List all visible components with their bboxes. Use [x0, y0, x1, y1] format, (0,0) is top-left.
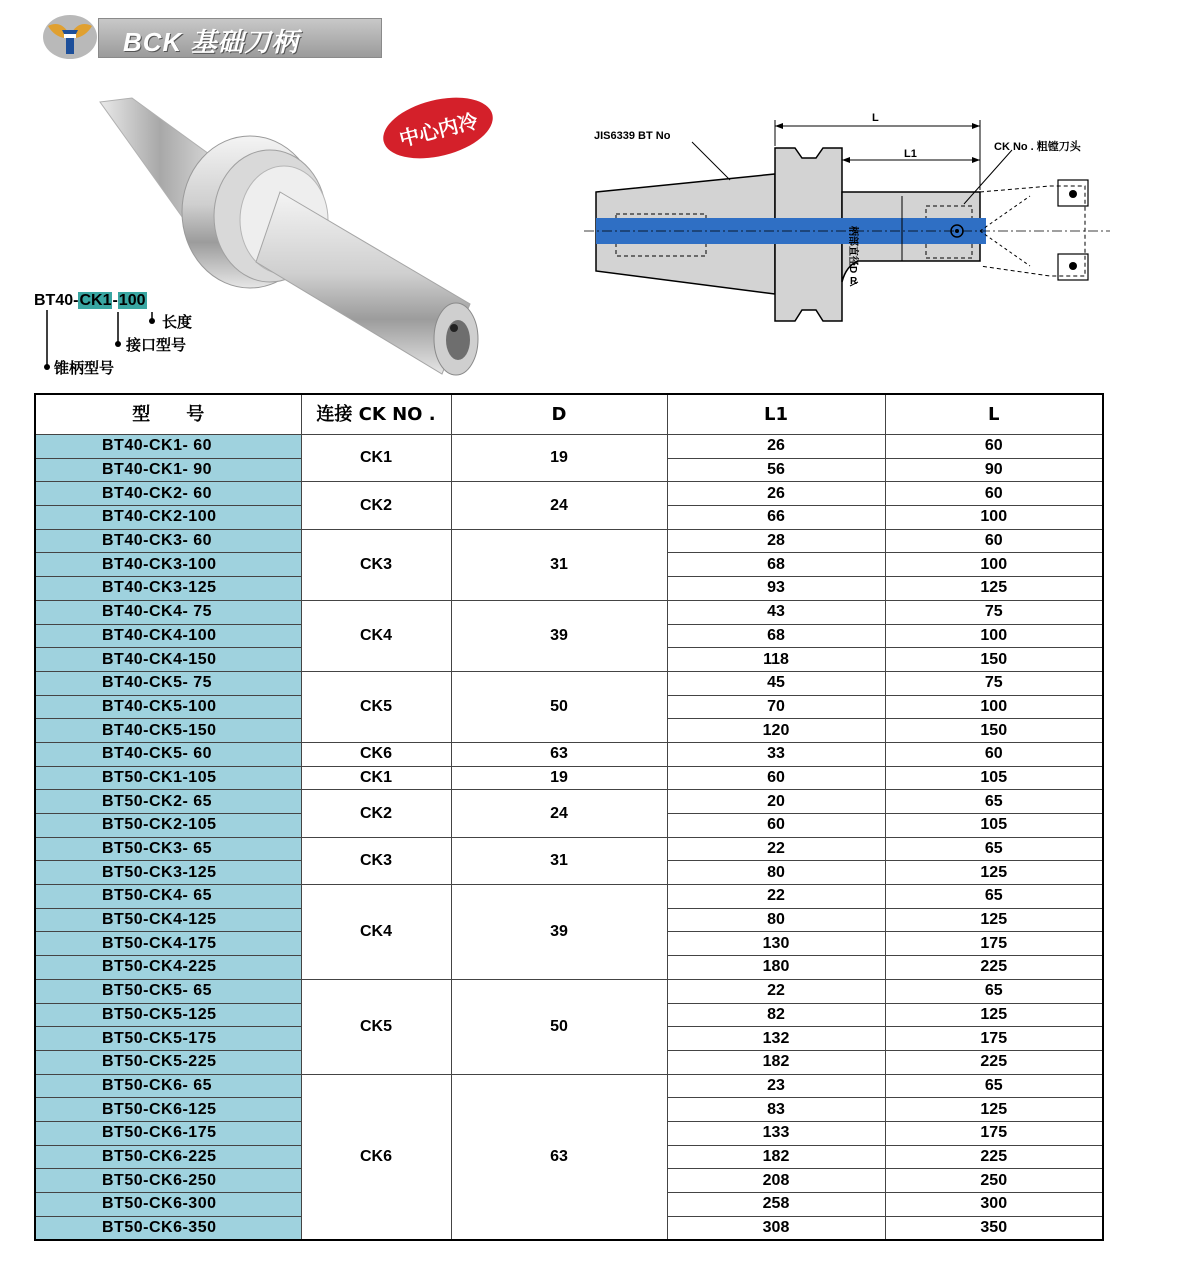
model-cell: BT40-CK1- 90: [35, 458, 301, 482]
l-cell: 150: [885, 648, 1103, 672]
code-segment-dash: -: [112, 292, 118, 309]
model-cell: BT50-CK4-225: [35, 956, 301, 980]
l-cell: 75: [885, 600, 1103, 624]
ck-cell: CK3: [301, 529, 451, 600]
ck-cell: CK1: [301, 435, 451, 482]
model-cell: BT40-CK4-150: [35, 648, 301, 672]
page-header: [40, 12, 342, 62]
l1-cell: 33: [667, 742, 885, 766]
l1-cell: 22: [667, 979, 885, 1003]
l-cell: 125: [885, 1098, 1103, 1122]
table-row: [35, 885, 1103, 909]
model-cell: BT40-CK3- 60: [35, 529, 301, 553]
l1-cell: 26: [667, 435, 885, 459]
l-cell: 65: [885, 979, 1103, 1003]
d-cell: 31: [451, 529, 667, 600]
header-ck-no: 连接 CK NO .: [301, 394, 451, 435]
table-row: [35, 482, 1103, 506]
l-cell: 225: [885, 1050, 1103, 1074]
d-cell: 63: [451, 742, 667, 766]
model-cell: BT50-CK4-125: [35, 908, 301, 932]
l-cell: 300: [885, 1193, 1103, 1217]
l-cell: 125: [885, 1003, 1103, 1027]
l1-cell: 43: [667, 600, 885, 624]
l-cell: 105: [885, 766, 1103, 790]
winged-company-logo-icon: [40, 12, 100, 62]
l-cell: 60: [885, 529, 1103, 553]
l1-cell: 22: [667, 885, 885, 909]
drawing-L1-label: L1: [904, 148, 917, 160]
l-cell: 100: [885, 506, 1103, 530]
drawing-ck-label: CK No . 粗镗刀头: [994, 141, 1081, 153]
l1-cell: 68: [667, 553, 885, 577]
l-cell: 100: [885, 695, 1103, 719]
l1-cell: 308: [667, 1216, 885, 1240]
model-cell: BT40-CK5- 75: [35, 671, 301, 695]
l1-cell: 133: [667, 1121, 885, 1145]
header-l1: L1: [667, 394, 885, 435]
d-cell: 31: [451, 837, 667, 884]
d-cell: 50: [451, 671, 667, 742]
d-cell: 39: [451, 600, 667, 671]
l-cell: 175: [885, 1121, 1103, 1145]
l1-cell: 120: [667, 719, 885, 743]
model-cell: BT40-CK5-100: [35, 695, 301, 719]
l-cell: 90: [885, 458, 1103, 482]
d-cell: 19: [451, 766, 667, 790]
code-segment-length: 100: [118, 292, 146, 309]
l1-cell: 258: [667, 1193, 885, 1217]
page-title: BCK 基础刀柄: [123, 27, 299, 57]
model-cell: BT50-CK3-125: [35, 861, 301, 885]
table-row: [35, 979, 1103, 1003]
table-row: [35, 1074, 1103, 1098]
model-cell: BT50-CK5-225: [35, 1050, 301, 1074]
header-l: L: [885, 394, 1103, 435]
l1-cell: 130: [667, 932, 885, 956]
table-row: [35, 529, 1103, 553]
d-cell: 19: [451, 435, 667, 482]
l1-cell: 182: [667, 1145, 885, 1169]
model-cell: BT50-CK5- 65: [35, 979, 301, 1003]
model-cell: BT50-CK6-350: [35, 1216, 301, 1240]
ck-cell: CK1: [301, 766, 451, 790]
l-cell: 100: [885, 553, 1103, 577]
l1-cell: 70: [667, 695, 885, 719]
l1-cell: 28: [667, 529, 885, 553]
l1-cell: 180: [667, 956, 885, 980]
model-cell: BT50-CK2- 65: [35, 790, 301, 814]
l-cell: 125: [885, 577, 1103, 601]
model-cell: BT40-CK5- 60: [35, 742, 301, 766]
l-cell: 350: [885, 1216, 1103, 1240]
spec-table: [34, 393, 1104, 1241]
coolant-badge-label-wrap: [380, 96, 496, 160]
table-row: [35, 766, 1103, 790]
technical-drawing: [580, 106, 1120, 336]
ck-cell: CK2: [301, 482, 451, 529]
l-cell: 100: [885, 624, 1103, 648]
model-cell: BT50-CK5-125: [35, 1003, 301, 1027]
l1-cell: 68: [667, 624, 885, 648]
model-cell: BT50-CK5-175: [35, 1027, 301, 1051]
model-cell: BT50-CK3- 65: [35, 837, 301, 861]
l1-cell: 23: [667, 1074, 885, 1098]
drawing-radius-label: R: [850, 276, 858, 287]
model-cell: BT50-CK6-125: [35, 1098, 301, 1122]
model-cell: BT50-CK1-105: [35, 766, 301, 790]
callout-taper-label: 锥柄型号: [54, 359, 115, 377]
l-cell: 225: [885, 1145, 1103, 1169]
table-row: [35, 837, 1103, 861]
model-cell: BT50-CK6-250: [35, 1169, 301, 1193]
model-cell: BT50-CK6- 65: [35, 1074, 301, 1098]
ck-cell: CK2: [301, 790, 451, 837]
ck-cell: CK5: [301, 671, 451, 742]
l1-cell: 80: [667, 861, 885, 885]
table-row: [35, 600, 1103, 624]
l-cell: 60: [885, 742, 1103, 766]
model-cell: BT40-CK4- 75: [35, 600, 301, 624]
table-row: [35, 742, 1103, 766]
l-cell: 65: [885, 1074, 1103, 1098]
l1-cell: 93: [667, 577, 885, 601]
code-segment-taper: BT40-: [34, 292, 79, 309]
model-cell: BT50-CK4-175: [35, 932, 301, 956]
drawing-shank-diameter-label: 柄部直径D: [847, 226, 858, 274]
l1-cell: 208: [667, 1169, 885, 1193]
l1-cell: 118: [667, 648, 885, 672]
model-cell: BT40-CK4-100: [35, 624, 301, 648]
ck-cell: CK6: [301, 742, 451, 766]
code-segment-interface: CK1: [79, 292, 112, 309]
coolant-badge-label: 中心内冷: [396, 108, 481, 151]
table-body: [35, 435, 1103, 1241]
ck-cell: CK4: [301, 600, 451, 671]
l-cell: 65: [885, 790, 1103, 814]
d-cell: 50: [451, 979, 667, 1074]
l1-cell: 182: [667, 1050, 885, 1074]
title-bar: [98, 18, 382, 58]
l1-cell: 56: [667, 458, 885, 482]
model-cell: BT50-CK4- 65: [35, 885, 301, 909]
model-cell: BT50-CK6-300: [35, 1193, 301, 1217]
model-cell: BT40-CK1- 60: [35, 435, 301, 459]
d-cell: 63: [451, 1074, 667, 1240]
header-model: 型 号: [35, 394, 301, 435]
l-cell: 125: [885, 861, 1103, 885]
ck-cell: CK4: [301, 885, 451, 980]
l1-cell: 80: [667, 908, 885, 932]
l1-cell: 83: [667, 1098, 885, 1122]
l-cell: 175: [885, 932, 1103, 956]
l-cell: 175: [885, 1027, 1103, 1051]
l1-cell: 132: [667, 1027, 885, 1051]
l1-cell: 45: [667, 671, 885, 695]
header-d: D: [451, 394, 667, 435]
l1-cell: 66: [667, 506, 885, 530]
l-cell: 65: [885, 837, 1103, 861]
table-row: [35, 671, 1103, 695]
model-cell: BT40-CK5-150: [35, 719, 301, 743]
d-cell: 39: [451, 885, 667, 980]
model-cell: BT40-CK3-100: [35, 553, 301, 577]
l1-cell: 22: [667, 837, 885, 861]
d-cell: 24: [451, 790, 667, 837]
ck-cell: CK5: [301, 979, 451, 1074]
table-row: [35, 790, 1103, 814]
model-cell: BT50-CK2-105: [35, 814, 301, 838]
model-cell: BT50-CK6-225: [35, 1145, 301, 1169]
l1-cell: 60: [667, 766, 885, 790]
l-cell: 105: [885, 814, 1103, 838]
l-cell: 225: [885, 956, 1103, 980]
l-cell: 150: [885, 719, 1103, 743]
l1-cell: 82: [667, 1003, 885, 1027]
ck-cell: CK6: [301, 1074, 451, 1240]
l1-cell: 26: [667, 482, 885, 506]
model-cell: BT40-CK3-125: [35, 577, 301, 601]
model-cell: BT50-CK6-175: [35, 1121, 301, 1145]
table-header-row: [35, 394, 1103, 435]
l-cell: 250: [885, 1169, 1103, 1193]
drawing-L-label: L: [872, 112, 879, 124]
table-row: [35, 435, 1103, 459]
d-cell: 24: [451, 482, 667, 529]
ck-cell: CK3: [301, 837, 451, 884]
callout-interface-label: 接口型号: [126, 336, 187, 354]
l1-cell: 60: [667, 814, 885, 838]
callout-length-label: 长度: [162, 313, 193, 331]
l-cell: 75: [885, 671, 1103, 695]
model-cell: BT40-CK2-100: [35, 506, 301, 530]
model-cell: BT40-CK2- 60: [35, 482, 301, 506]
l-cell: 60: [885, 435, 1103, 459]
l-cell: 65: [885, 885, 1103, 909]
l-cell: 125: [885, 908, 1103, 932]
l1-cell: 20: [667, 790, 885, 814]
drawing-standard-label: JIS6339 BT No: [594, 130, 671, 142]
l-cell: 60: [885, 482, 1103, 506]
